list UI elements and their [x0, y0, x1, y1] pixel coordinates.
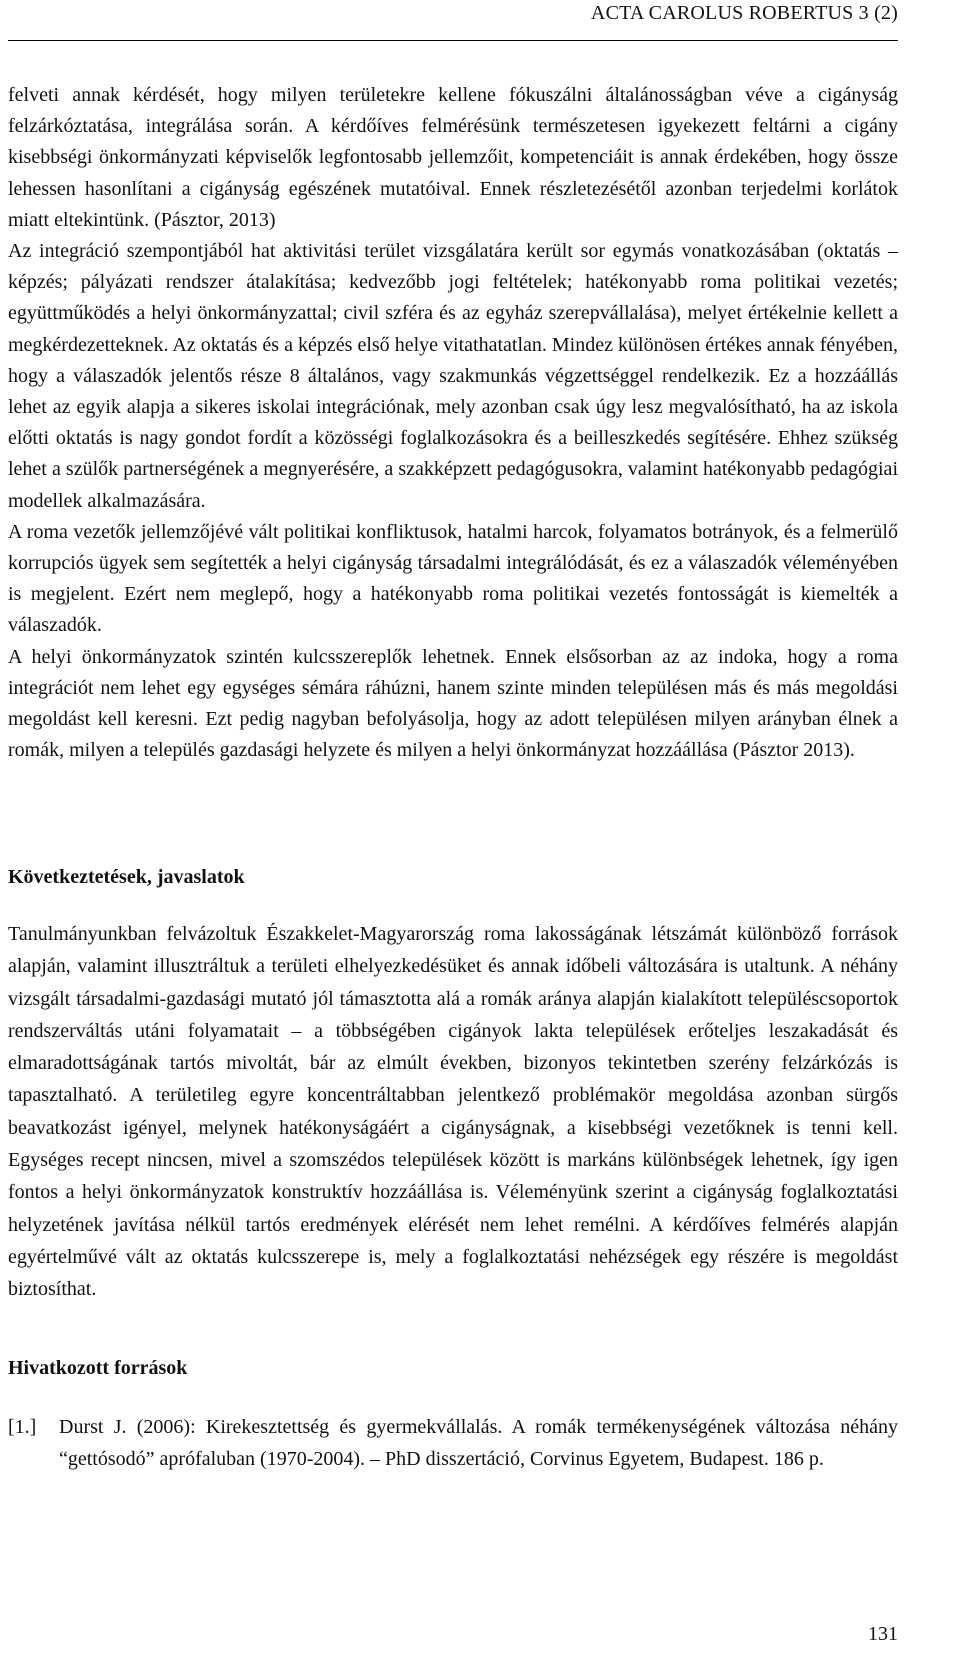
reference-item [8, 1412, 898, 1475]
journal-title-initial: A [590, 2, 606, 24]
paragraph: Tanulmányunkban felvázoltuk Északkelet-Magyarország roma lakosságának létszámát különböző források alapján, valamint illusztráltuk a területi elhelyezkedésüket és annak időbeli változására is utaltunk. A néhány vizsgált társadalmi-gazdasági mutató jól támasztotta alá a romák aránya alapján kialakított településcsoportok rendszerváltás utáni folyamatait – a többségében cigányok lakta települések erőteljes leszakadását és elmaradottságának tartós mivoltát, bár az elmúlt években, bizonyos tekintetben szerény felzárkózás is tapasztalható. A területileg egyre koncentráltabban jelentkező problémakör megoldása azonban sürgős beavatkozást igényel, melynek hatékonyságáért a cigányságnak, a kisebbségi vezetőknek is tenni kell. Egységes recept nincsen, mivel a szomszédos települések között is markáns különbségek lehetnek, így igen fontos a helyi önkormányzatok konstruktív hozzáállása is. Véleményünk szerint a cigányság foglalkoztatási helyzetének javítása nélkül tartós eredmények elérését nem lehet remélni. A kérdőíves felmérés alapján egyértelművé vált az oktatás kulcsszerepe is, mely a foglalkoztatási nehézségek egy részére is megoldást biztosíthat. [8, 923, 898, 1301]
section-heading-conclusions: Következtetések, javaslatok [8, 866, 245, 888]
reference-number: [1.] [8, 1416, 37, 1438]
paragraph: Az integráció szempontjából hat aktivitási terület vizsgálatára került sor egymás vonatkozásában (oktatás – képzés; pályázati rendszer átalakítása; kedvezőbb jogi feltételek; hatékonyabb roma politikai vezetés; együttműködés a helyi önkormányzattal; civil szféra és az egyház szerepvállalása), melyet értékelnie kellett a megkérdezetteknek. Az oktatás és a képzés első helye vitathatatlan. Mindez különösen értékes annak fényében, hogy a válaszadók jelentős része 8 általános, vagy szakmunkás végzettséggel rendelkezik. Ez a hozzáállás lehet az egyik alapja a sikeres iskolai integrációnak, mely azonban csak úgy lesz megvalósítható, ha az iskola előtti oktatás is nagy gondot fordít a közösségi foglalkozásokra és a beilleszkedés segítésére. Ehhez szükség lehet a szülők partnerségének a megnyerésére, a szakképzett pedagógusokra, valamint hatékonyabb pedagógiai modellek alkalmazására. [8, 240, 898, 512]
paragraph: A helyi önkormányzatok szintén kulcsszereplők lehetnek. Ennek elsősorban az az indoka, hogy a roma integrációt nem lehet egy egységes sémára ráhúzni, hanem szinte minden településen más és más megoldási megoldást kell keresni. Ezt pedig nagyban befolyásolja, hogy az adott településen milyen arányban élnek a romák, milyen a település gazdasági helyzete és milyen a helyi önkormányzat hozzáállása (Pásztor 2013). [8, 645, 898, 762]
header-rule [8, 40, 898, 41]
journal-title-rest: CTA CAROLUS ROBERTUS 3 (2) [605, 2, 898, 24]
body-text [8, 80, 898, 766]
conclusions-text [8, 918, 898, 1306]
paragraph: felveti annak kérdését, hogy milyen területekre kellene fókuszálni általánosságban véve a cigányság felzárkóztatása, integrálása során. A kérdőíves felmérésünk természetesen igyekezett feltárni a cigány kisebbségi önkormányzati képviselők legfontosabb jellemzőit, kompetenciáit is annak érdekében, hogy össze lehessen hasonlítani a cigányság egészének mutatóival. Ennek részletezésétől azonban terjedelmi korlátok miatt eltekintünk. (Pásztor, 2013) [8, 84, 898, 231]
section-heading-references: Hivatkozott források [8, 1357, 188, 1379]
page-number: 131 [868, 1623, 898, 1645]
running-header [0, 0, 960, 40]
reference-text: Durst J. (2006): Kirekesztettség és gyermekvállalás. A romák termékenységének változása néhány “gettósodó” aprófaluban (1970-2004). – PhD disszertáció, Corvinus Egyetem, Budapest. 186 p. [59, 1416, 898, 1470]
journal-title [591, 2, 898, 25]
paragraph: A roma vezetők jellemzőjévé vált politikai konfliktusok, hatalmi harcok, folyamatos botrányok, és a felmerülő korrupciós ügyek sem segítették a helyi cigányság társadalmi integrálódását, és ez a válaszadók véleményében is megjelent. Ezért nem meglepő, hogy a hatékonyabb roma politikai vezetés fontosságát is kiemelték a válaszadók. [8, 520, 898, 637]
